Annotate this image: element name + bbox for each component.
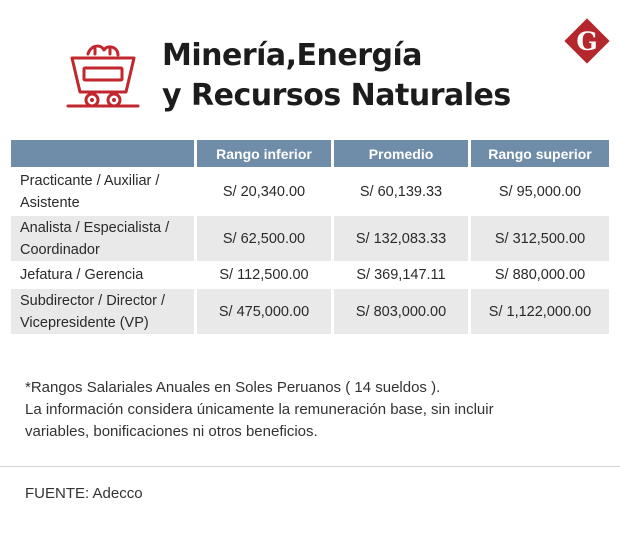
brand-logo [563,17,611,65]
header [0,0,620,130]
role-cell [11,287,197,334]
column-header-role [11,140,197,167]
inferior-cell: S/ 475,000.00 [197,287,334,334]
column-header-promedio: Promedio [334,140,471,167]
table-row [11,214,609,261]
table-row [11,167,609,214]
role-line-1: Subdirector / Director / [20,292,166,309]
footnote-line-1: *Rangos Salariales Anuales en Soles Peruanos ( 14 sueldos ). [25,379,441,396]
role-line-2: Coordinador [20,241,100,258]
footnote-line-2: La información considera únicamente la remuneración base, sin incluir [25,401,494,418]
salary-table [11,140,609,334]
superior-cell: S/ 95,000.00 [471,167,609,214]
inferior-cell: S/ 62,500.00 [197,214,334,261]
promedio-cell: S/ 60,139.33 [334,167,471,214]
superior-cell: S/ 1,122,000.00 [471,287,609,334]
promedio-cell: S/ 132,083.33 [334,214,471,261]
table-row [11,261,609,287]
table-row [11,287,609,334]
column-header-inferior: Rango inferior [197,140,334,167]
role-line-1: Practicante / Auxiliar / [20,172,160,189]
source-credit: FUENTE: Adecco [25,485,143,502]
role-cell [11,167,197,214]
footnote-line-3: variables, bonificaciones ni otros beneficios. [25,423,318,440]
inferior-cell: S/ 20,340.00 [197,167,334,214]
inferior-cell: S/ 112,500.00 [197,261,334,287]
title-line-1: Minería,Energía [162,38,423,73]
superior-cell: S/ 880,000.00 [471,261,609,287]
title-line-2: y Recursos Naturales [162,78,511,113]
table-header-row [11,140,609,167]
role-cell [11,214,197,261]
divider [0,466,620,467]
role-line-1: Jefatura / Gerencia [20,267,144,283]
role-line-2: Asistente [20,194,80,211]
promedio-cell: S/ 369,147.11 [334,261,471,287]
role-cell [11,261,197,287]
role-line-1: Analista / Especialista / [20,219,170,236]
role-line-2: Vicepresidente (VP) [20,314,149,331]
page-title [162,36,511,116]
mine-cart-icon [66,38,140,112]
superior-cell: S/ 312,500.00 [471,214,609,261]
column-header-superior: Rango superior [471,140,609,167]
promedio-cell: S/ 803,000.00 [334,287,471,334]
logo-letter: G [576,27,598,56]
footnote [25,377,610,443]
